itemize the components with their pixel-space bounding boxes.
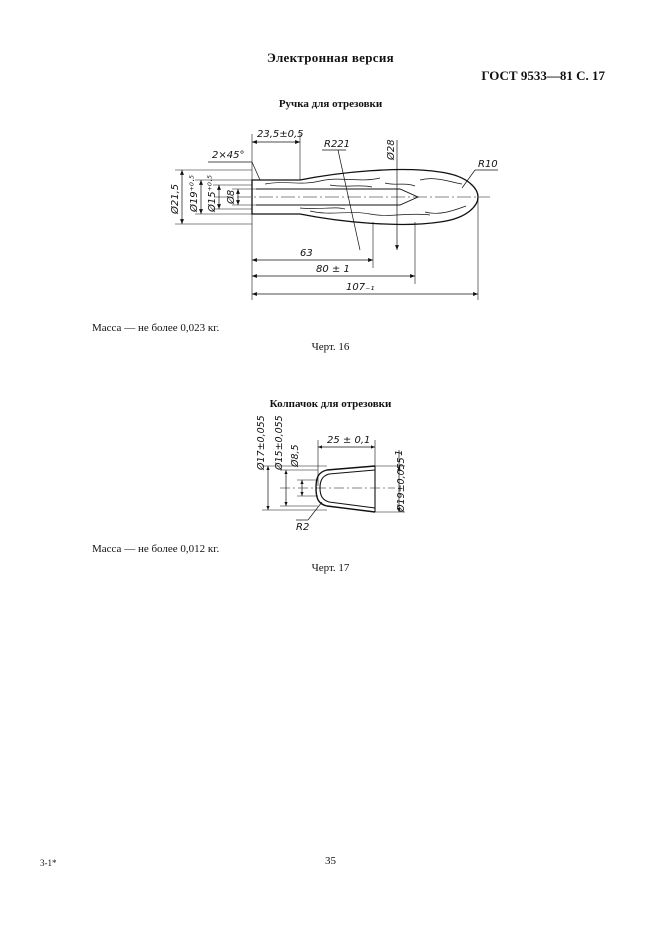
dim-len80: 80 ± 1 [316, 264, 350, 275]
dim-d8: Ø8 [226, 189, 237, 204]
dim-len63: 63 [300, 248, 313, 259]
figure-16-mass: Масса — не более 0,023 кг. [92, 322, 220, 334]
page-mark: 3-1* [40, 858, 57, 868]
dim-d8-5: Ø8,5 [290, 444, 301, 467]
dim-r221: R221 [324, 139, 351, 150]
dim-r2: R2 [296, 522, 310, 533]
dim-len25: 25 ± 0,1 [327, 435, 371, 446]
standard-page-ref: ГОСТ 9533—81 С. 17 [481, 68, 605, 83]
dim-thickness: 1 [394, 449, 405, 456]
figure-16-caption: Черт. 16 [311, 341, 350, 353]
page-number: 35 [325, 855, 336, 867]
dim-d15: Ø15⁺⁰·⁵ [207, 174, 218, 212]
dim-chamfer: 2×45° [212, 150, 245, 161]
handle-drawing [0, 115, 661, 335]
figure-17-mass: Масса — не более 0,012 кг. [92, 543, 220, 555]
document-header-title: Электронная версия [267, 50, 394, 65]
dim-d17: Ø17±0,055 [256, 415, 267, 470]
dim-d21: Ø21,5 [170, 183, 181, 214]
dim-d28: Ø28 [386, 139, 397, 160]
figure-17-title: Колпачок для отрезовки [269, 398, 392, 410]
dim-d15: Ø15±0,055 [274, 415, 285, 470]
dim-len23: 23,5±0,5 [257, 129, 304, 140]
dim-len107: 107₋₁ [346, 282, 375, 293]
dim-d19: Ø19⁺⁰·⁵ [189, 174, 200, 212]
dim-r10: R10 [478, 159, 498, 170]
dim-d19: Ø19±0,055 [396, 457, 407, 512]
cap-inner-profile [320, 470, 375, 508]
figure-17-caption: Черт. 17 [311, 562, 350, 574]
figure-16-title: Ручка для отрезовки [278, 98, 383, 110]
cap-drawing [0, 415, 661, 535]
